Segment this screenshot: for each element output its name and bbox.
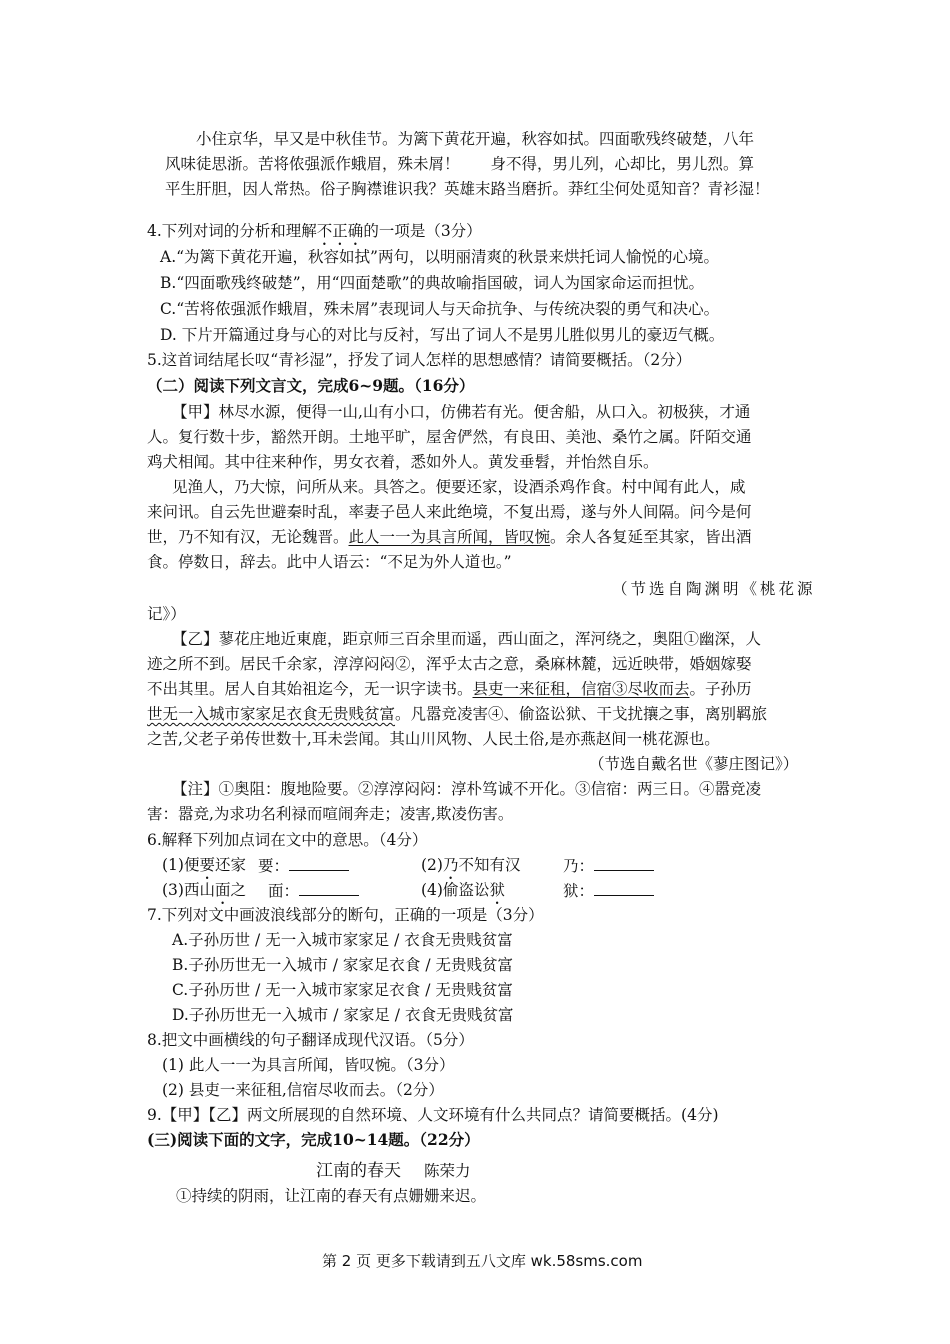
essay-paragraph-1: ①持续的阴雨，让江南的春天有点姗姗来迟。 [176, 1187, 487, 1205]
answer-blank[interactable] [289, 854, 349, 871]
q4-option-c: C.“苦将侬强派作蛾眉，殊未屑”表现词人与天命抗争、与传统决裂的勇气和决心。 [160, 300, 720, 318]
q9-stem: 9.【甲】【乙】两文所展现的自然环境、人文环境有什么共同点？请简要概括。(4分) [147, 1106, 719, 1124]
jia-p2-line3: 世，乃不知有汉，无论魏晋。此人一一为具言所闻，皆叹惋。余人各复延至其家，皆出酒 [147, 528, 752, 546]
yi-line3: 不出其里。居人自其始祖迄今，无一识字读书。县吏一来征租，信宿③尽收而去。子孙历 [147, 680, 752, 698]
yi-line4: 世无一入城市家家足衣食无贵贱贫富。凡嚣竞凌害④、偷盗讼狱、干戈扰攘之事，离别羁旅 [147, 705, 768, 723]
q8-sentence-2: (2) 县吏一来征租,信宿尽收而去。（2分） [162, 1081, 444, 1099]
essay-author: 陈荣力 [424, 1162, 471, 1180]
answer-blank[interactable] [299, 879, 359, 896]
note-line2: 害：嚣竞,为求功名利禄而喧闹奔走；凌害,欺凌伤害。 [147, 805, 514, 823]
section3-heading: (三)阅读下面的文字，完成10~14题。（22分） [147, 1130, 480, 1149]
yi-line5: 之苦,父老子弟传世数十,耳未尝闻。其山川风物、人民土俗,是亦燕赵间一桃花源也。 [147, 730, 720, 748]
q6-item-1-answer: 要： [258, 854, 349, 877]
jia-source: （节选自陶渊明《桃花源 [612, 580, 816, 598]
q6-item-2: (2)乃不知有汉 [421, 856, 521, 874]
q6-stem: 6.解释下列加点词在文中的意思。（4分） [147, 831, 428, 849]
jia-p1-line3: 鸡犬相闻。其中往来种作，男女衣着，悉如外人。黄发垂髫，并怡然自乐。 [147, 453, 659, 471]
q4-option-d: D. 下片开篇通过身与心的对比与反衬，写出了词人不是男儿胜似男儿的豪迈气概。 [160, 326, 725, 344]
poem-line-1: 小住京华，早又是中秋佳节。为篱下黄花开遍，秋容如拭。四面歌残终破楚，八年 [196, 130, 755, 148]
q4-stem: 4.下列对词的分析和理解不正确的一项是（3分） [147, 222, 482, 240]
essay-title: 江南的春天 [316, 1161, 401, 1181]
q8-stem: 8.把文中画横线的句子翻译成现代汉语。（5分） [147, 1031, 474, 1049]
q7-option-a: A.子孙历世 / 无一入城市家家足 / 衣食无贵贱贫富 [172, 931, 513, 949]
jia-p2-line4: 食。停数日，辞去。此中人语云：“不足为外人道也。” [147, 553, 512, 571]
q7-option-b: B.子孙历世无一入城市 / 家家足衣食 / 无贵贱贫富 [172, 956, 513, 974]
q4-option-b: B.“四面歌残终破楚”，用“四面楚歌”的典故喻指国破，词人为国家命运而担忧。 [160, 274, 705, 292]
yi-line1: 【乙】蓼花庄地近東鹿，距京师三百余里而遥，西山面之，浑河绕之，奥阻①幽深，人 [172, 630, 762, 648]
poem-line-2: 风味徒思浙。苦将侬强派作蛾眉，殊未屑！ 身不得，男儿列，心却比，男儿烈。算 [165, 155, 755, 173]
jia-p1-line1: 【甲】林尽水源，便得一山,山有小口，仿佛若有光。便舍船，从口入。初极狭，才通 [172, 403, 751, 421]
q5-stem: 5.这首词结尾长叹“青衫湿”，抒发了词人怎样的思想感情？请简要概括。（2分） [147, 351, 692, 369]
jia-underlined-sentence: 此人一一为具言所闻，皆叹惋 [348, 528, 551, 546]
q6-item-2-answer: 乃： [563, 854, 654, 877]
q6-item-4-answer: 狱： [563, 879, 654, 902]
answer-blank[interactable] [594, 879, 654, 896]
q8-sentence-1: (1) 此人一一为具言所闻，皆叹惋。（3分） [162, 1056, 455, 1074]
q7-stem: 7.下列对文中画波浪线部分的断句，正确的一项是（3分） [147, 906, 544, 924]
q6-item-4: (4)偷盗讼狱 [421, 881, 505, 899]
yi-line2: 迹之所不到。居民千余家，淳淳闷闷②，浑乎太古之意，桑麻林麓，远近映带，婚姻嫁娶 [147, 655, 752, 673]
q4-option-a: A.“为篱下黄花开遍，秋容如拭”两句，以明丽清爽的秋景来烘托词人愉悦的心境。 [160, 248, 719, 266]
yi-wavy-passage: 世无一入城市家家足衣食无贵贱贫富 [147, 705, 396, 723]
page-footer: 第 2 页 更多下载请到五八文库 wk.58sms.com [322, 1252, 643, 1270]
yi-underlined-sentence: 县吏一来征租，信宿③尽收而去 [472, 680, 690, 698]
q6-item-3: (3)西山面之 [162, 881, 246, 899]
yi-source: （节选自戴名世《蓼庄图记》） [589, 755, 799, 773]
q7-option-d: D.子孙历世无一入城市 / 家家足 / 衣食无贵贱贫富 [172, 1006, 514, 1024]
q6-item-1: (1)便要还家 [162, 856, 246, 874]
answer-blank[interactable] [594, 854, 654, 871]
poem-line-3: 平生肝胆，因人常热。俗子胸襟谁识我？英雄末路当磨折。莽红尘何处觅知音？青衫湿！ [165, 180, 770, 198]
jia-p1-line2: 人。复行数十步，豁然开朗。土地平旷，屋舍俨然，有良田、美池、桑竹之属。阡陌交通 [147, 428, 752, 446]
q6-item-3-answer: 面： [268, 879, 359, 902]
q4-emphasis: 不正确 [316, 222, 364, 240]
jia-p2-line2: 来问讯。自云先世避秦时乱，率妻子邑人来此绝境，不复出焉，遂与外人间隔。问今是何 [147, 503, 752, 521]
note-line1: 【注】①奥阻：腹地险要。②淳淳闷闷：淳朴笃诚不开化。③信宿：两三日。④嚣竞凌 [172, 780, 762, 798]
q7-option-c: C.子孙历世 / 无一入城市家家足衣食 / 无贵贱贫富 [172, 981, 513, 999]
section2-heading: （二）阅读下列文言文，完成6~9题。（16分） [147, 376, 475, 395]
jia-source-cont: 记》） [147, 605, 186, 623]
jia-p2-line1: 见渔人，乃大惊，问所从来。具答之。便要还家，设酒杀鸡作食。村中闻有此人，咸 [172, 478, 746, 496]
